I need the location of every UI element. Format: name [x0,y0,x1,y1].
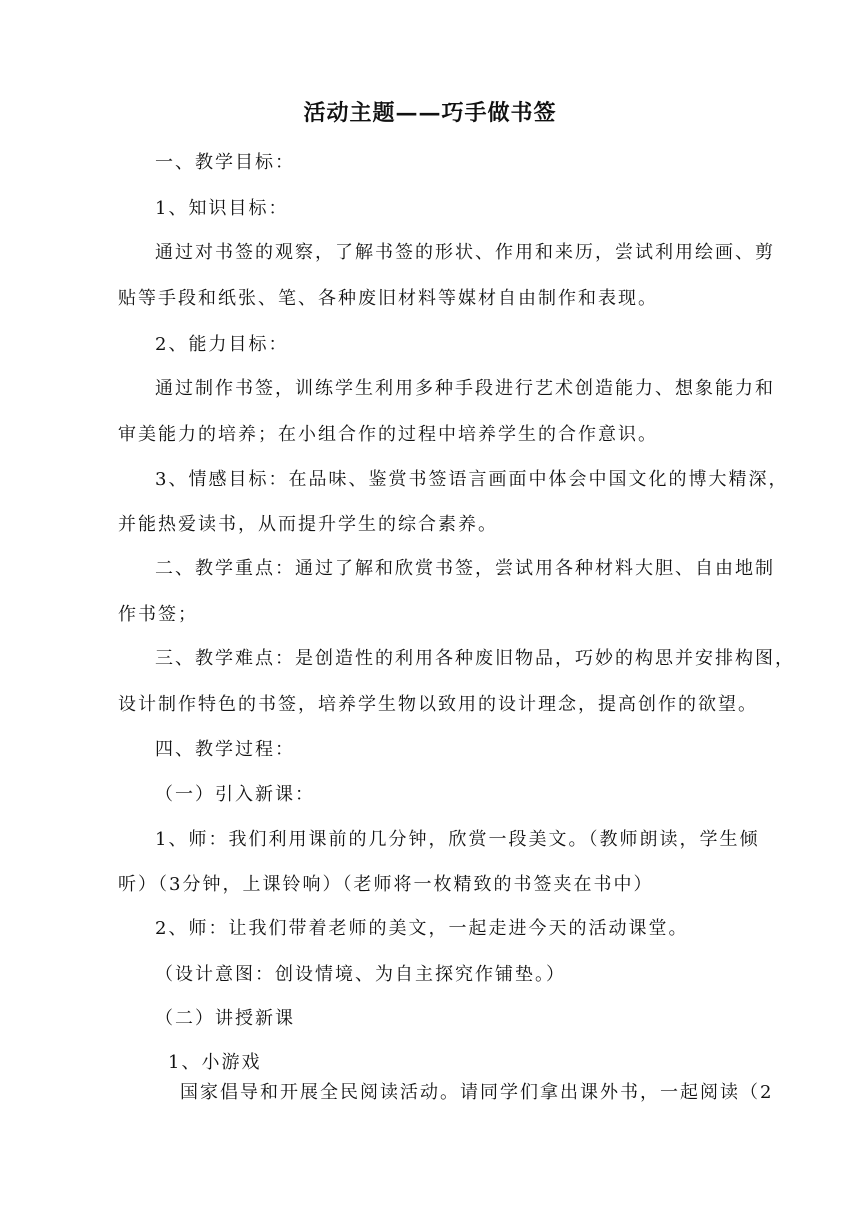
subheading-introduction: （一）引入新课： [155,784,315,805]
paragraph-line: 审美能力的培养；在小组合作的过程中培养学生的合作意识。 [118,424,658,445]
paragraph-line: 设计制作特色的书签，培养学生物以致用的设计理念，提高创作的欲望。 [118,694,758,715]
paragraph-line: 3、情感目标：在品味、鉴赏书签语言画面中体会中国文化的博大精深， [155,469,789,490]
paragraph-line: 1、师：我们利用课前的几分钟，欣赏一段美文。（教师朗读，学生倾 [155,829,760,850]
subheading-small-game: 1、小游戏 [168,1052,262,1073]
subheading-new-lesson: （二）讲授新课 [155,1008,295,1029]
section-heading-process: 四、教学过程： [155,739,295,760]
paragraph-line: 作书签； [118,604,198,625]
section-heading-key-point: 二、教学重点：通过了解和欣赏书签，尝试用各种材料大胆、自由地制 [155,558,775,579]
subheading-knowledge-goal: 1、知识目标： [155,198,289,219]
paragraph-line: 听）（3分钟，上课铃响）（老师将一枚精致的书签夹在书中） [118,874,654,895]
paragraph-line: 贴等手段和纸张、笔、各种废旧材料等媒材自由制作和表现。 [118,288,658,309]
subheading-ability-goal: 2、能力目标： [155,334,289,355]
paragraph-line: 通过制作书签，训练学生利用多种手段进行艺术创造能力、想象能力和 [155,378,775,399]
section-heading-difficulty: 三、教学难点：是创造性的利用各种废旧物品，巧妙的构思并安排构图， [155,648,795,669]
design-intent-note: （设计意图：创设情境、为自主探究作铺垫。） [155,964,566,985]
document-title: 活动主题——巧手做书签 [303,100,557,126]
paragraph-line: 2、师：让我们带着老师的美文，一起走进今天的活动课堂。 [155,918,689,939]
paragraph-line: 通过对书签的观察，了解书签的形状、作用和来历，尝试利用绘画、剪 [155,242,775,263]
paragraph-line: 国家倡导和开展全民阅读活动。请同学们拿出课外书，一起阅读（2 [180,1082,774,1103]
paragraph-line: 并能热爱读书，从而提升学生的综合素养。 [118,514,498,535]
section-heading-objectives: 一、教学目标： [155,152,295,173]
